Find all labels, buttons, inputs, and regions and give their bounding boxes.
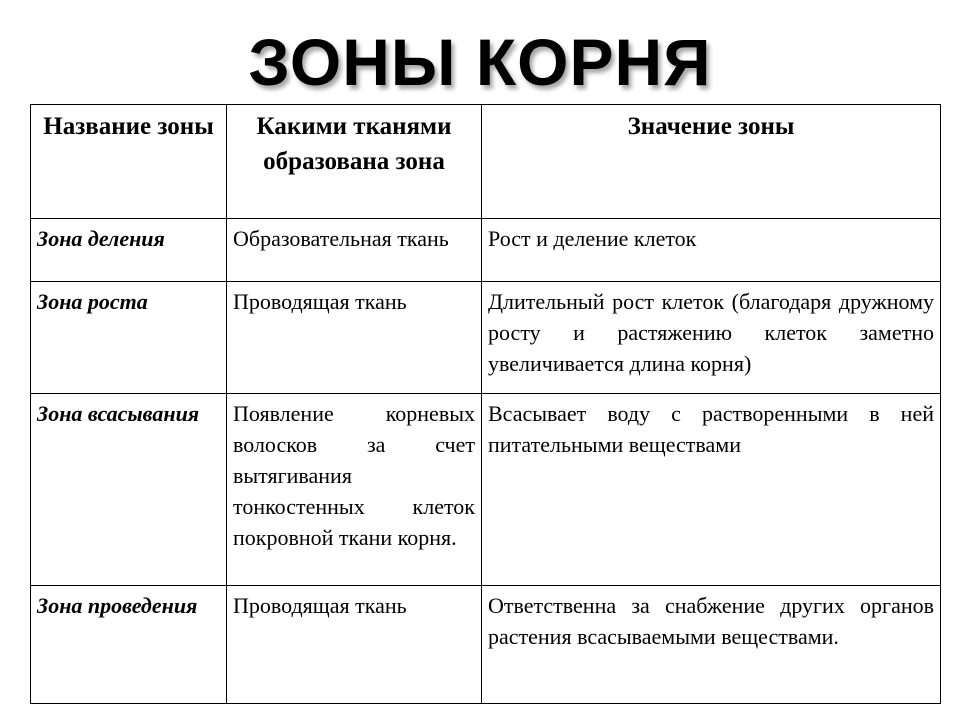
header-tissues: Какими тканями образована зона [227,105,482,219]
table-row [31,219,941,282]
table-row [31,586,941,704]
meaning-cell: Длительный рост клеток (благодаря дружному росту и растяжению клеток заметно увеличивается длина корня) [482,282,941,394]
table-row [31,394,941,586]
tissue-cell: Образовательная ткань [227,219,482,282]
table-header-row [31,105,941,219]
root-zones-table [30,104,941,704]
zone-name-cell: Зона проведения [31,586,227,704]
header-zone-meaning: Значение зоны [482,105,941,219]
zone-name-cell: Зона всасывания [31,394,227,586]
header-zone-name: Название зоны [31,105,227,219]
tissue-cell: Проводящая ткань [227,586,482,704]
zone-name-cell: Зона деления [31,219,227,282]
zone-name-cell: Зона роста [31,282,227,394]
tissue-cell: Проводящая ткань [227,282,482,394]
meaning-cell: Всасывает воду с растворенными в ней питательными веществами [482,394,941,586]
page-title: ЗОНЫ КОРНЯ [248,25,712,99]
meaning-cell: Рост и деление клеток [482,219,941,282]
tissue-cell: Появление корневых волосков за счет вытягивания тонкостенных клеток покровной ткани корня. [227,394,482,586]
meaning-cell: Ответственна за снабжение других органов растения всасываемыми веществами. [482,586,941,704]
table-row [31,282,941,394]
